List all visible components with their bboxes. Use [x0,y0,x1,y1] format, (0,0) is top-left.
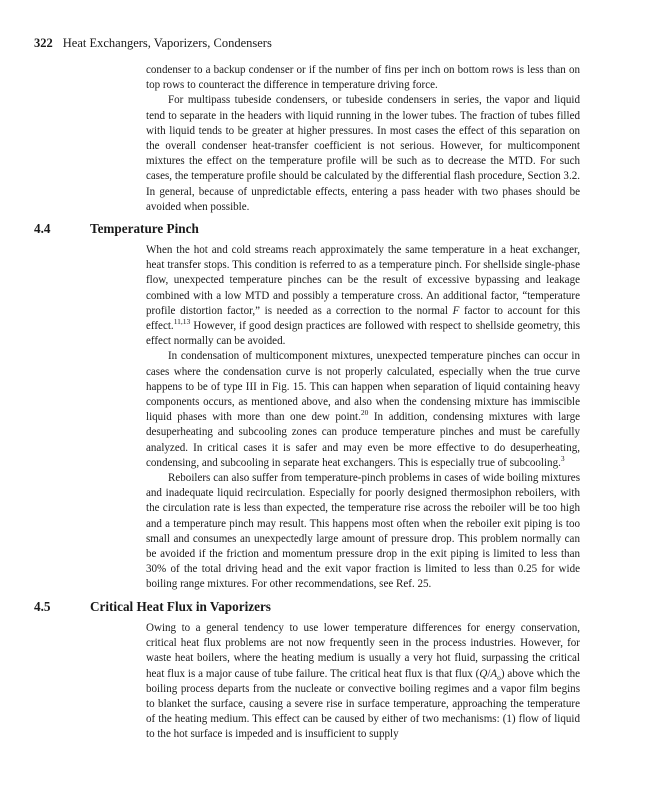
paragraph: Owing to a general tendency to use lower temperature differences for energy conservation, critical heat flux problems are not now frequently seen in the process industries. However, for waste heat boilers, where the heating medium is usually a very hot fluid, surpassing the critical heat flux is a major cause of tube failure. The critical heat flux is that flux $(Q/A_o)$ above which the boiling process departs from the nucleate or convective boiling regimes and a vapor film begins to blanket the surface, causing a severe rise in surface temperature, approaching the temperature of the heating medium. This effect can be caused by either of two mechanisms: (1) flow of liquid to the hot surface is impeded and is insufficient to supply [146,622,580,741]
section-heading-4-4 [34,221,199,237]
reference: 3 [560,453,565,463]
f-symbol: F [452,304,460,317]
section-heading-4-5 [34,599,271,615]
section-number: 4.5 [34,599,51,614]
critical-heat-flux-text [146,621,580,743]
condenser-text-block [146,63,580,215]
paragraph: For multipass tubeside condensers, or tubeside condensers in series, the vapor and liquid tend to separate in the headers with liquid running in the lower tubes. The fraction of tubes filled with liquid tends to be greater at higher pressures. In most cases the effect of this separation on the overall condenser heat-transfer coefficient is not serious. However, for multicomponent mixtures the effect on the temperature profile will be such as to decrease the MTD. For such cases, the temperature profile should be calculated by the differential flash procedure, Section 3.2. In general, because of unpredictable effects, entering a pass header with two phases should be avoided when possible. [146,94,580,213]
paragraph: Reboilers can also suffer from temperature-pinch problems in cases of wide boiling mixtures and inadequate liquid recirculation. Especially for poorly designed thermosiphon reboilers, with the circulation rate is less than expected, the temperature rise across the reboiler will be too high and a temperature pinch may result. This happens most often when the reboiler exit piping is too small and consumes an unexpectedly large amount of pressure drop. This problem normally can be avoided if the friction and momentum pressure drop in the exit piping is limited to less than 30% of the total driving head and the exit vapor fraction is limited to less than 0.25 for wide boiling range mixtures. For other recommendations, see Ref. 25. [146,472,580,591]
running-title: Heat Exchangers, Vaporizers, Condensers [62,36,272,50]
reference: 11,13 [173,317,191,327]
section-title: Temperature Pinch [90,221,199,236]
paragraph: When the hot and cold streams reach approximately the same temperature in a heat exchanger, heat transfer stops. This condition is referred to as a temperature pinch. For shellside single-phase flow, unexpected temperature pinches can be the result of excessive bypassing and leakage combined with a low MTD and possibly a temperature cross. An additional factor, “temperature profile distortion factor,” is needed as a correction to the normal F factor to account for this effect.$^{11,13}$ However, if good design practices are followed with respect to shellside geometry, this effect normally can be avoided. [146,244,580,348]
reference: 20 [360,408,369,418]
section-title: Critical Heat Flux in Vaporizers [90,599,271,614]
page-number: 322 [34,36,53,50]
temperature-pinch-text [146,243,580,593]
section-number: 4.4 [34,221,51,236]
paragraph: In condensation of multicomponent mixtures, unexpected temperature pinches can occur in cases where the condensation curve is not properly calculated, especially when the true curve happens to be of type III in Fig. 15. This can happen when separation of liquid containing heavy components occurs, as mentioned above, and also when the condensing mixture has immiscible liquid phases with more than one dew point.$^{20}$ In addition, condensing mixtures with large desuperheating and subcooling zones can produce temperature pinches and must be carefully analyzed. In critical cases it is safer and may even be more effective to do desuperheating, condensing, and subcooling in separate heat exchangers. This is especially true of subcooling.$^3$ [146,350,580,469]
running-header [34,36,272,51]
paragraph: condenser to a backup condenser or if the number of fins per inch on bottom rows is less than on top rows to counteract the difference in temperature driving force. [146,64,580,92]
